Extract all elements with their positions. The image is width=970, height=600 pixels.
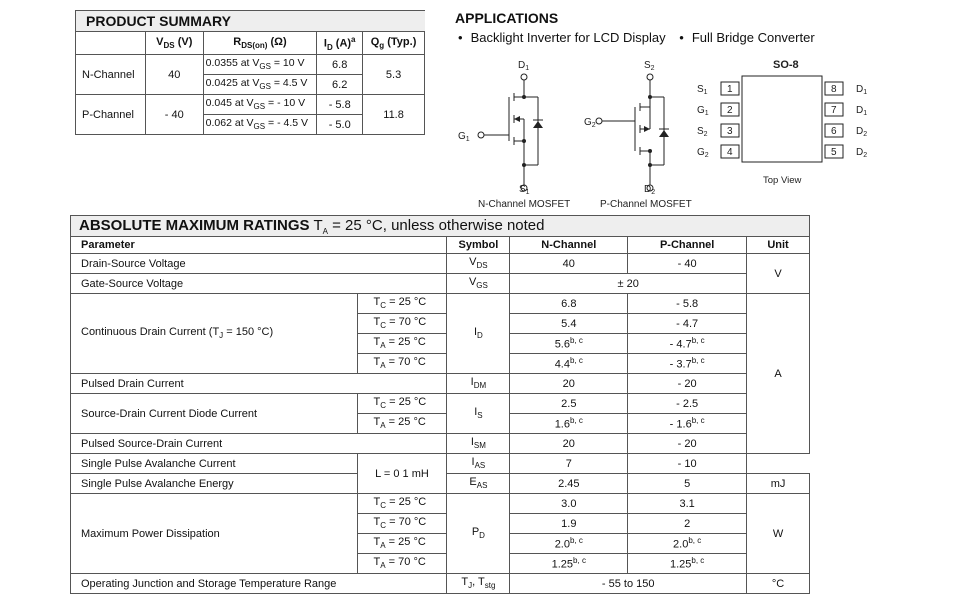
- absolute-max-ratings-table: [70, 215, 810, 594]
- header-empty: [76, 32, 146, 55]
- amr-n-value: 1.9: [510, 514, 628, 534]
- p-mosfet-caption: P-Channel MOSFET: [600, 199, 692, 210]
- amr-unit: °C: [747, 574, 810, 594]
- so8-caption: Top View: [763, 175, 802, 186]
- amr-param: Pulsed Source-Drain Current: [71, 434, 447, 454]
- amr-p-value: 3.1: [628, 494, 747, 514]
- amr-unit: A: [747, 294, 810, 454]
- n-channel-vds: 40: [145, 55, 203, 95]
- amr-param: Source-Drain Current Diode Current: [71, 394, 358, 434]
- amr-condition: $T_C = 70$ °C: [357, 314, 447, 334]
- applications-list: [458, 30, 815, 45]
- amr-n-value: 20: [510, 434, 628, 454]
- amr-p-value: - 20: [628, 374, 747, 394]
- amr-symbol: $I_{AS}$: [447, 454, 510, 474]
- so8-pin-number: 5: [831, 147, 837, 158]
- so8-pin-name: $S_2$: [697, 126, 708, 138]
- amr-n-value: 2.45: [510, 474, 628, 494]
- amr-n-value: 7: [510, 454, 628, 474]
- so8-pin-name: $D_1$: [856, 105, 868, 117]
- amr-p-value: - 40: [628, 254, 747, 274]
- amr-header-parameter: Parameter: [71, 237, 447, 254]
- amr-np-value: - 55 to 150: [510, 574, 747, 594]
- so8-pin-name: $G_2$: [697, 147, 709, 159]
- p-channel-qg: 11.8: [363, 95, 425, 135]
- so8-pin-number: 4: [727, 147, 733, 158]
- amr-n-value: 40: [510, 254, 628, 274]
- amr-param: Operating Junction and Storage Temperature Range: [71, 574, 447, 594]
- header-rds: $R_{DS(on)}$ (Ω): [203, 32, 317, 55]
- amr-symbol: $T_J$, $T_{stg}$: [447, 574, 510, 594]
- amr-header-unit: Unit: [747, 237, 810, 254]
- so8-pin-number: 7: [831, 105, 837, 116]
- amr-symbol: $V_{GS}$: [447, 274, 510, 294]
- p-source-label: $S_2$: [644, 60, 655, 72]
- amr-unit: V: [747, 254, 810, 294]
- amr-n-value: 3.0: [510, 494, 628, 514]
- amr-condition: $T_A = 70$ °C: [357, 354, 447, 374]
- amr-param: Single Pulse Avalanche Current: [71, 454, 358, 474]
- amr-condition: $T_C = 25$ °C: [357, 294, 447, 314]
- amr-n-value: 1.25$^{b, c}$: [510, 554, 628, 574]
- n-channel-label: N-Channel: [76, 55, 146, 95]
- so8-pin-name: $D_1$: [856, 84, 868, 96]
- amr-header-p: P-Channel: [628, 237, 747, 254]
- amr-n-value: 4.4$^{b, c}$: [510, 354, 628, 374]
- amr-condition: $T_C = 25$ °C: [357, 494, 447, 514]
- amr-symbol: $I_S$: [447, 394, 510, 434]
- bullet-icon: •: [679, 30, 684, 45]
- so8-title: SO-8: [773, 59, 799, 71]
- amr-n-value: 2.5: [510, 394, 628, 414]
- so8-pin-number: 8: [831, 84, 837, 95]
- p-channel-id-2: - 5.0: [317, 115, 363, 135]
- amr-condition: $T_C = 25$ °C: [357, 394, 447, 414]
- n-channel-id-1: 6.8: [317, 55, 363, 75]
- amr-n-value: 6.8: [510, 294, 628, 314]
- amr-p-value: - 3.7$^{b, c}$: [628, 354, 747, 374]
- application-item: Full Bridge Converter: [691, 30, 815, 45]
- amr-p-value: - 1.6$^{b, c}$: [628, 414, 747, 434]
- so8-pin-number: 3: [727, 126, 733, 137]
- amr-param: Pulsed Drain Current: [71, 374, 447, 394]
- amr-symbol: $E_{AS}$: [447, 474, 510, 494]
- amr-n-value: 2.0$^{b, c}$: [510, 534, 628, 554]
- amr-p-value: 2.0$^{b, c}$: [628, 534, 747, 554]
- n-channel-id-2: 6.2: [317, 75, 363, 95]
- amr-p-value: - 10: [628, 454, 747, 474]
- amr-symbol: $I_{DM}$: [447, 374, 510, 394]
- amr-condition: $T_A = 25$ °C: [357, 534, 447, 554]
- header-id: $I_D$ $(A)^a$: [317, 32, 363, 55]
- bullet-icon: •: [458, 30, 463, 45]
- application-item: Backlight Inverter for LCD Display: [470, 30, 666, 45]
- so8-body: [742, 76, 822, 162]
- n-channel-mosfet-diagram: [450, 55, 600, 215]
- amr-condition: $T_A = 70$ °C: [357, 554, 447, 574]
- amr-n-value: 20: [510, 374, 628, 394]
- amr-p-value: 5: [628, 474, 747, 494]
- amr-param: Drain-Source Voltage: [71, 254, 447, 274]
- p-channel-rds-2: 0.062 at $V_{GS}$ = - 4.5 V: [203, 115, 317, 135]
- amr-n-value: 5.4: [510, 314, 628, 334]
- n-source-label: $S_1$: [519, 184, 530, 196]
- product-summary-table: [75, 10, 425, 135]
- header-vds: $V_{DS}$ (V): [145, 32, 203, 55]
- amr-header-n: N-Channel: [510, 237, 628, 254]
- so8-pin-number: 6: [831, 126, 837, 137]
- p-channel-rds-1: 0.045 at $V_{GS}$ = - 10 V: [203, 95, 317, 115]
- so8-package-diagram: [690, 55, 880, 195]
- so8-pin-number: 1: [727, 84, 733, 95]
- amr-condition: L = 0 1 mH: [357, 454, 447, 494]
- amr-p-value: 1.25$^{b, c}$: [628, 554, 747, 574]
- amr-condition: $T_A = 25$ °C: [357, 334, 447, 354]
- n-channel-rds-1: 0.0355 at $V_{GS} = 10$ V: [203, 55, 317, 75]
- so8-pin-name: $D_2$: [856, 147, 868, 159]
- amr-param: Gate-Source Voltage: [71, 274, 447, 294]
- n-drain-label: $D_1$: [518, 60, 530, 72]
- amr-symbol: $I_{SM}$: [447, 434, 510, 454]
- amr-symbol: $V_{DS}$: [447, 254, 510, 274]
- product-summary-title: PRODUCT SUMMARY: [76, 11, 425, 32]
- header-qg: $Q_g$ (Typ.): [363, 32, 425, 55]
- amr-p-value: - 4.7$^{b, c}$: [628, 334, 747, 354]
- amr-param: Continuous Drain Current ($T_J = 150$ °C): [71, 294, 358, 374]
- so8-pin-name: $G_1$: [697, 105, 709, 117]
- amr-title: ABSOLUTE MAXIMUM RATINGS $T_A = 25$ °C, unless otherwise noted: [71, 216, 810, 237]
- n-channel-rds-2: 0.0425 at $V_{GS} = 4.5$ V: [203, 75, 317, 95]
- n-channel-qg: 5.3: [363, 55, 425, 95]
- p-channel-id-1: - 5.8: [317, 95, 363, 115]
- amr-p-value: 2: [628, 514, 747, 534]
- amr-param: Maximum Power Dissipation: [71, 494, 358, 574]
- p-drain-label: $D_2$: [644, 184, 656, 196]
- amr-symbol: $I_D$: [447, 294, 510, 374]
- n-gate-label: $G_1$: [458, 131, 470, 143]
- amr-header-symbol: Symbol: [447, 237, 510, 254]
- p-gate-label: $G_2$: [584, 117, 596, 129]
- amr-condition: $T_C = 70$ °C: [357, 514, 447, 534]
- amr-unit: W: [747, 494, 810, 574]
- p-channel-label: P-Channel: [76, 95, 146, 135]
- amr-p-value: - 5.8: [628, 294, 747, 314]
- amr-param: Single Pulse Avalanche Energy: [71, 474, 358, 494]
- amr-condition: $T_A = 25$ °C: [357, 414, 447, 434]
- applications-title: APPLICATIONS: [455, 10, 559, 26]
- amr-symbol: $P_D$: [447, 494, 510, 574]
- amr-p-value: - 20: [628, 434, 747, 454]
- n-mosfet-caption: N-Channel MOSFET: [478, 199, 571, 210]
- so8-pin-name: $S_1$: [697, 84, 708, 96]
- p-channel-vds: - 40: [145, 95, 203, 135]
- amr-np-value: ± 20: [510, 274, 747, 294]
- amr-p-value: - 4.7: [628, 314, 747, 334]
- amr-p-value: - 2.5: [628, 394, 747, 414]
- amr-n-value: 1.6$^{b, c}$: [510, 414, 628, 434]
- so8-pin-number: 2: [727, 105, 733, 116]
- amr-unit: mJ: [747, 474, 810, 494]
- so8-pin-name: $D_2$: [856, 126, 868, 138]
- amr-n-value: 5.6$^{b, c}$: [510, 334, 628, 354]
